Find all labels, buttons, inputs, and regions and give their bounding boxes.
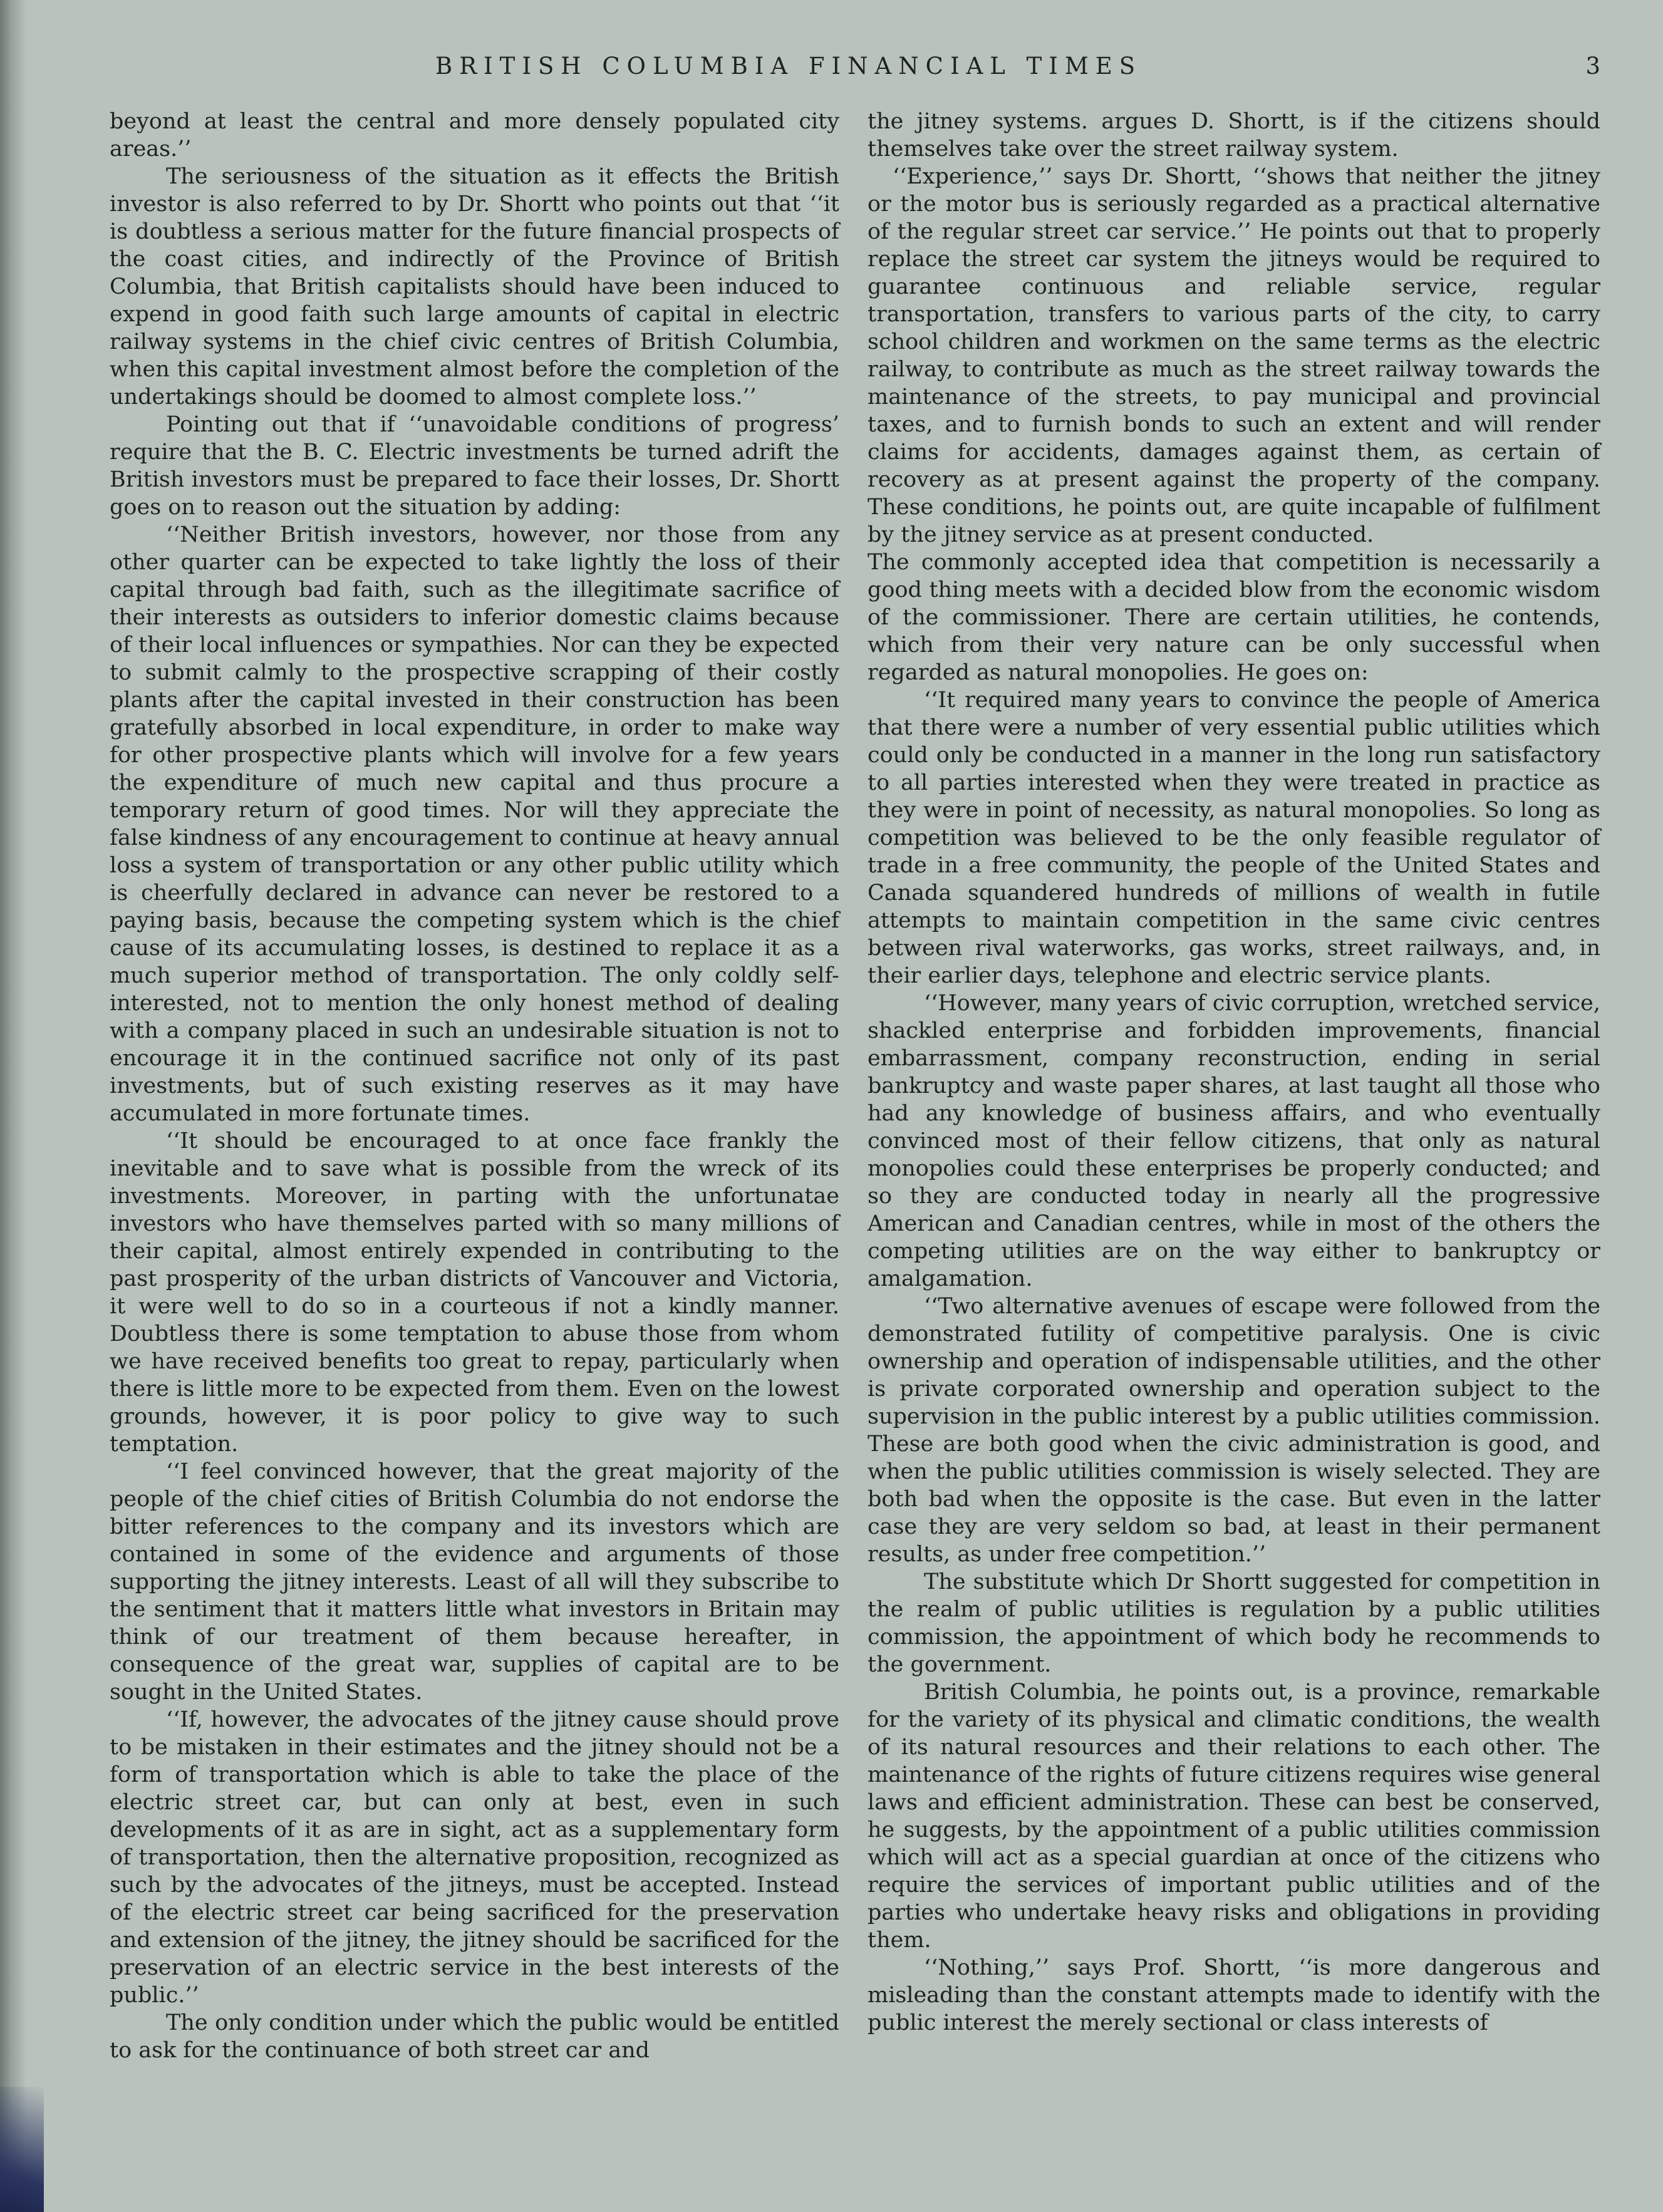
quote-paragraph: ‘‘Neither British investors, however, nor those from any other quarter can be expected to take lightly the loss of their capital through bad faith, such as the illegitimate sacrifice of their interests as outsiders to inferior domestic claims because of their local influences or sympathies. Nor can they be expected to submit calmly to the prospective scrapping of their costly plants after the capital invested in their construction has been gratefully absorbed in local expenditure, in order to make way for other prospective plants which will involve for a few years the expenditure of much new capital and thus procure a temporary return of good times. Nor will they appreciate the false kindness of any encouragement to continue at heavy annual loss a system of transportation or any other public utility which is cheerfully declared in advance can never be restored to a paying basis, because the competing system which is the chief cause of its accumulating losses, is destined to replace it as a much superior method of transportation. The only coldly self-interested, not to mention the only honest method of dealing with a company placed in such an undesirable situation is not to encourage it in the continued sacrifice not only of its past investments, but of such existing reserves as it may have accumulated in more fortunate times.	[110, 522, 839, 1126]
paragraph: The commonly accepted idea that competition is necessarily a good thing meets with a decided blow from the economic wisdom of the commissioner. There are certain utilities, he contends, which from their very nature can be only successful when regarded as natural monopolies. He goes on:	[868, 550, 1600, 685]
paragraph: The only condition under which the public would be entitled to ask for the continuance of both street car and	[110, 2010, 839, 2063]
page-spine-shadow	[0, 0, 26, 2212]
right-column	[868, 108, 1600, 2037]
paragraph: The seriousness of the situation as it effects the British investor is also referred to by Dr. Shortt who points out that ‘‘it is doubtless a serious matter for the future financial prospects of the coast cities, and indirectly of the Province of British Columbia, that British capitalists should have been induced to expend in good faith such large amounts of capital in electric railway systems in the chief civic centres of British Columbia, when this capital investment almost before the completion of the undertakings should be doomed to almost complete loss.’’	[110, 164, 839, 410]
running-header	[110, 49, 1600, 84]
left-column	[110, 108, 839, 2064]
paragraph: Pointing out that if ‘‘unavoidable conditions of progress’ require that the B. C. Electric investments be turned adrift the British investors must be prepared to face their losses, Dr. Shortt goes on to reason out the situation by adding:	[110, 412, 839, 520]
quote-paragraph: ‘‘Two alternative avenues of escape were followed from the demonstrated futility of competitive paralysis. One is civic ownership and operation of indispensable utilities, and the other is private corporated ownership and operation subject to the supervision in the public interest by a public utilities commission. These are both good when the civic administration is good, and when the public utilities commission is wisely selected. They are both bad when the opposite is the case. But even in the latter case they are very seldom so bad, at least in their permanent results, as under free competition.’’	[868, 1294, 1600, 1567]
page-corner-shadow	[0, 2087, 44, 2212]
quote-paragraph: ‘‘It required many years to convince the people of America that there were a number of very essential public utilities which could only be conducted in a manner in the long run satisfactory to all parties interested when they were treated in practice as they were in point of necessity, as natural monopolies. So long as competition was believed to be the only feasible regulator of trade in a free community, the people of the United States and Canada squandered hundreds of millions of wealth in futile attempts to maintain competition in the same civic centres between rival waterworks, gas works, street railways, and, in their earlier days, telephone and electric service plants.	[868, 688, 1600, 988]
paragraph: ‘‘Experience,’’ says Dr. Shortt, ‘‘shows that neither the jitney or the motor bus is seriously regarded as a practical alternative of the regular street car service.’’ He points out that to properly replace the street car system the jitneys would be required to guarantee continuous and reliable service, regular transportation, transfers to various parts of the city, to carry school children and workmen on the same terms as the electric railway, to contribute as much as the street railway towards the maintenance of the streets, to pay municipal and provincial taxes, and to furnish bonds to such an extent and will render claims for accidents, damages against them, as certain of recovery as at present against the property of the company. These conditions, he points out, are quite incapable of fulfilment by the jitney service as at present conducted.	[868, 164, 1600, 547]
running-title: BRITISH COLUMBIA FINANCIAL TIMES	[435, 53, 1142, 80]
quote-paragraph: ‘‘I feel convinced however, that the great majority of the people of the chief cities of British Columbia do not endorse the bitter references to the company and its investors which are contained in some of the evidence and arguments of those supporting the jitney interests. Least of all will they subscribe to the sentiment that it matters little what investors in Britain may think of our treatment of them because hereafter, in consequence of the great war, supplies of capital are to be sought in the United States.	[110, 1459, 839, 1705]
paragraph: beyond at least the central and more densely populated city areas.’’	[110, 109, 839, 162]
quote-paragraph: ‘‘Nothing,’’ says Prof. Shortt, ‘‘is more dangerous and misleading than the constant attempts made to identify with the public interest the merely sectional or class interests of	[868, 1955, 1600, 2035]
paragraph: The substitute which Dr Shortt suggested for competition in the realm of public utilities is regulation by a public utilities commission, the appointment of which body he recommends to the government.	[868, 1569, 1600, 1677]
paragraph: the jitney systems. argues D. Shortt, is if the citizens should themselves take over the street railway system.	[868, 109, 1600, 162]
paragraph: British Columbia, he points out, is a province, remarkable for the variety of its physical and climatic conditions, the wealth of its natural resources and their relations to each other. The maintenance of the rights of future citizens requires wise general laws and efficient administration. These can best be conserved, he suggests, by the appointment of a public utilities commission which will act as a special guardian at once of the citizens who require the services of important public utilities and of the parties who undertake heavy risks and obligations in providing them.	[868, 1680, 1600, 1953]
quote-paragraph: ‘‘It should be encouraged to at once face frankly the inevitable and to save what is possible from the wreck of its investments. Moreover, in parting with the unfortunatae investors who have themselves parted with so many millions of their capital, almost entirely expended in contributing to the past prosperity of the urban districts of Vancouver and Victoria, it were well to do so in a courteous if not a kindly manner. Doubtless there is some temptation to abuse those from whom we have received benefits too great to repay, particularly when there is little more to be expected from them. Even on the lowest grounds, however, it is poor policy to give way to such temptation.	[110, 1129, 839, 1457]
quote-paragraph: ‘‘However, many years of civic corruption, wretched service, shackled enterprise and forbidden improvements, financial embarrassment, company reconstruction, ending in serial bankruptcy and waste paper shares, at last taught all those who had any knowledge of business affairs, and who eventually convinced most of their fellow citizens, that only as natural monopolies could these enterprises be properly conducted; and so they are conducted today in nearly all the progressive American and Canadian centres, while in most of the others the competing utilities are on the way either to bankruptcy or amalgamation.	[868, 991, 1600, 1291]
quote-paragraph: ‘‘If, however, the advocates of the jitney cause should prove to be mistaken in their estimates and the jitney should not be a form of transportation which is able to take the place of the electric street car, but can only at best, even in such developments of it as are in sight, act as a supplementary form of transportation, then the alternative proposition, recognized as such by the advocates of the jitneys, must be accepted. Instead of the electric street car being sacrificed for the preservation and extension of the jitney, the jitney should be sacrificed for the preservation of an electric service in the best interests of the public.’’	[110, 1707, 839, 2008]
page-number: 3	[1585, 53, 1600, 80]
